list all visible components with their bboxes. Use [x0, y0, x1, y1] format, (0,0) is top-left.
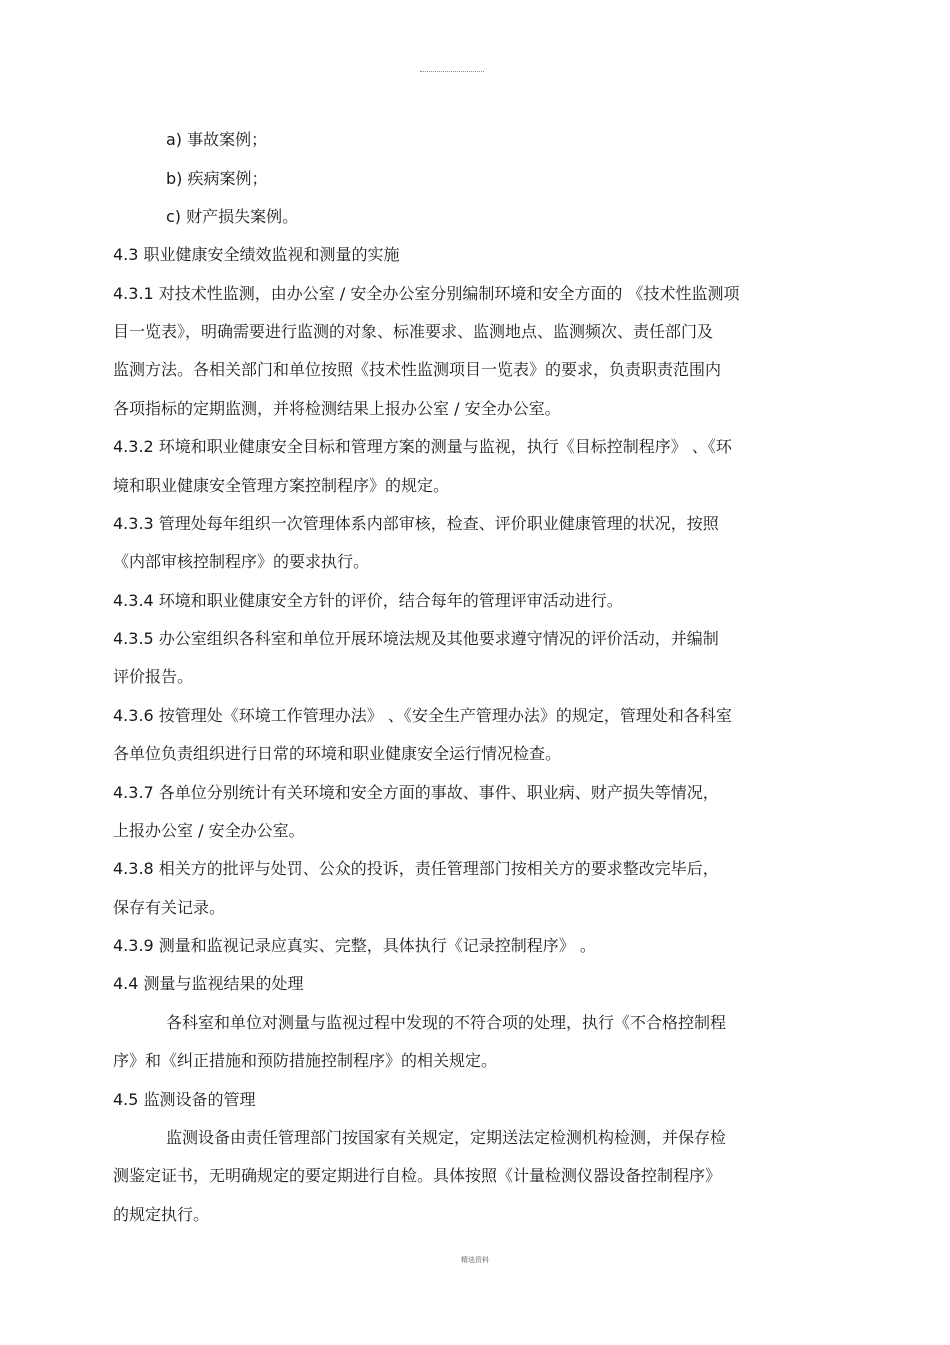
paragraph-line: 4.3.8 相关方的批评与处罚、公众的投诉，责任管理部门按相关方的要求整改完毕后， — [113, 859, 719, 878]
list-item: a) 事故案例； — [166, 130, 268, 149]
paragraph-line: 测鉴定证书，无明确规定的要定期进行自检。具体按照《计量检测仪器设备控制程序》 — [113, 1166, 722, 1185]
list-item: c) 财产损失案例。 — [166, 207, 299, 226]
paragraph-line: 4.3.7 各单位分别统计有关环境和安全方面的事故、事件、职业病、财产损失等情况， — [113, 783, 719, 802]
paragraph-line: 4.3.3 管理处每年组织一次管理体系内部审核，检查、评价职业健康管理的状况，按照 — [113, 514, 719, 533]
paragraph-line: 的规定执行。 — [113, 1205, 210, 1224]
section-heading-4-4: 4.4 测量与监视结果的处理 — [113, 974, 304, 993]
section-heading-4-3: 4.3 职业健康安全绩效监视和测量的实施 — [113, 245, 400, 264]
paragraph-line: 保存有关记录。 — [113, 898, 226, 917]
paragraph-line: 序》和《纠正措施和预防措施控制程序》的相关规定。 — [113, 1051, 498, 1070]
paragraph-line: 各科室和单位对测量与监视过程中发现的不符合项的处理，执行《不合格控制程 — [166, 1013, 727, 1032]
paragraph-line: 4.3.4 环境和职业健康安全方针的评价，结合每年的管理评审活动进行。 — [113, 591, 623, 610]
paragraph-line: 《内部审核控制程序》的要求执行。 — [113, 552, 370, 571]
paragraph-line: 4.3.5 办公室组织各科室和单位开展环境法规及其他要求遵守情况的评价活动，并编制 — [113, 629, 719, 648]
page-footer: 精选资料 — [461, 1256, 489, 1264]
paragraph-line: 监测设备由责任管理部门按国家有关规定，定期送法定检测机构检测，并保存检 — [166, 1128, 727, 1147]
paragraph-line: 上报办公室 / 安全办公室。 — [113, 821, 305, 840]
paragraph-line: 4.3.2 环境和职业健康安全目标和管理方案的测量与监视，执行《目标控制程序》 、《环 — [113, 437, 732, 456]
paragraph-line: 各项指标的定期监测，并将检测结果上报办公室 / 安全办公室。 — [113, 399, 561, 418]
paragraph-line: 目一览表》，明确需要进行监测的对象、标准要求、监测地点、监测频次、责任部门及 — [113, 322, 714, 341]
paragraph-line: 各单位负责组织进行日常的环境和职业健康安全运行情况检查。 — [113, 744, 562, 763]
section-heading-4-5: 4.5 监测设备的管理 — [113, 1090, 256, 1109]
paragraph-line: 4.3.6 按管理处《环境工作管理办法》 、《安全生产管理办法》的规定，管理处和各科室 — [113, 706, 732, 725]
paragraph-line: 评价报告。 — [113, 667, 194, 686]
list-item: b) 疾病案例； — [166, 169, 268, 188]
paragraph-line: 4.3.9 测量和监视记录应真实、完整，具体执行《记录控制程序》 。 — [113, 936, 596, 955]
paragraph-line: 监测方法。各相关部门和单位按照《技术性监测项目一览表》的要求，负责职责范围内 — [113, 360, 722, 379]
paragraph-line: 境和职业健康安全管理方案控制程序》的规定。 — [113, 476, 450, 495]
paragraph-line: 4.3.1 对技术性监测，由办公室 / 安全办公室分别编制环境和安全方面的 《技术性监测项 — [113, 284, 740, 303]
header-rule — [420, 71, 484, 72]
